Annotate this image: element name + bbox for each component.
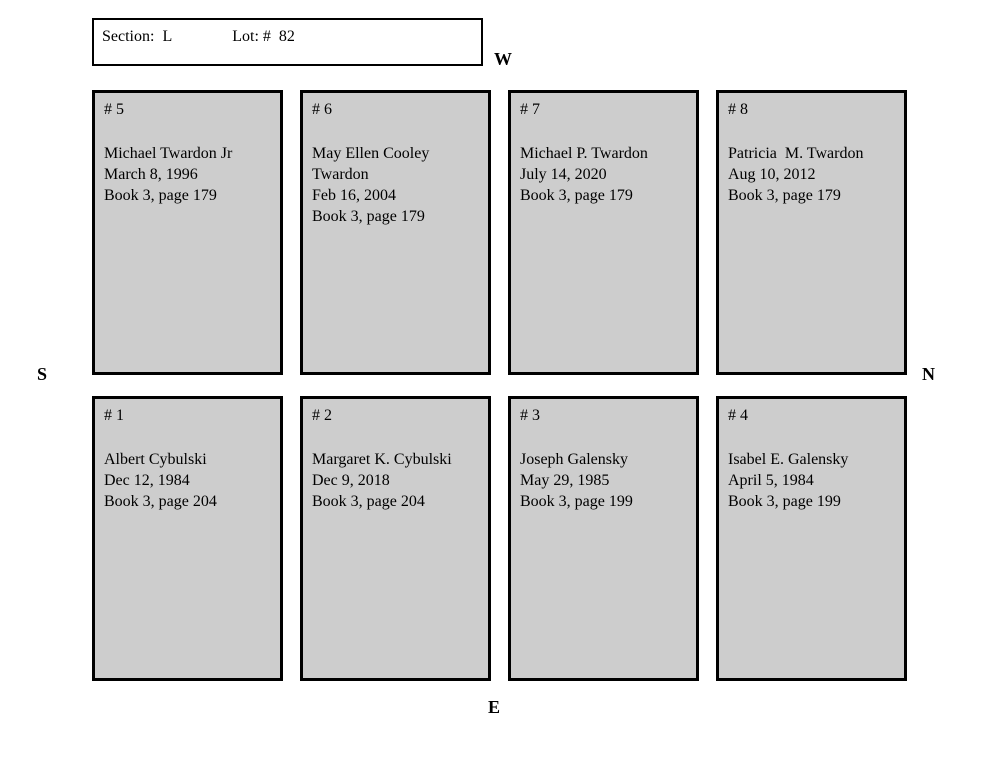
plot-date: Aug 10, 2012 [728,166,816,183]
plot-name: Joseph Galensky [520,451,628,468]
plot-book: Book 3, page 179 [728,187,841,204]
compass-east-label: E [488,697,501,717]
plot-book: Book 3, page 179 [104,187,217,204]
plot-date: April 5, 1984 [728,472,814,489]
plot-name: Albert Cybulski [104,451,207,468]
plot-number: # 5 [104,101,124,118]
plot-date: July 14, 2020 [520,166,607,183]
plot-book: Book 3, page 204 [104,493,217,510]
plot-book: Book 3, page 179 [312,208,425,225]
plot-row-bottom [92,396,907,681]
plot-name: May Ellen Cooley Twardon [312,145,434,183]
plot-name: Michael P. Twardon [520,145,648,162]
plot-date: May 29, 1985 [520,472,610,489]
plot-date: Dec 9, 2018 [312,472,390,489]
compass-west-label: W [494,49,512,69]
plot-number: # 4 [728,407,748,424]
plot-name: Margaret K. Cybulski [312,451,452,468]
plot-number: # 6 [312,101,332,118]
plot-number: # 1 [104,407,124,424]
plot-card-7 [508,90,699,375]
compass-south-label: S [37,364,48,384]
plot-book: Book 3, page 199 [520,493,633,510]
plot-date: Feb 16, 2004 [312,187,396,204]
plot-card-4 [716,396,907,681]
plot-name: Michael Twardon Jr [104,145,233,162]
plot-card-2 [300,396,491,681]
plot-number: # 2 [312,407,332,424]
plot-name: Patricia M. Twardon [728,145,864,162]
compass-north-label: N [922,364,935,384]
plot-number: # 3 [520,407,540,424]
lot-label: Lot: # 82 [232,28,295,45]
plot-book: Book 3, page 199 [728,493,841,510]
plot-date: March 8, 1996 [104,166,198,183]
lot-header-box [92,18,483,66]
plot-book: Book 3, page 204 [312,493,425,510]
plot-card-3 [508,396,699,681]
plot-book: Book 3, page 179 [520,187,633,204]
plot-row-top [92,90,907,375]
plot-name: Isabel E. Galensky [728,451,849,468]
plot-date: Dec 12, 1984 [104,472,190,489]
section-label: Section: L [102,28,173,45]
plot-card-1 [92,396,283,681]
plot-card-5 [92,90,283,375]
plot-card-8 [716,90,907,375]
plot-card-6 [300,90,491,375]
plot-number: # 7 [520,101,540,118]
plot-number: # 8 [728,101,748,118]
